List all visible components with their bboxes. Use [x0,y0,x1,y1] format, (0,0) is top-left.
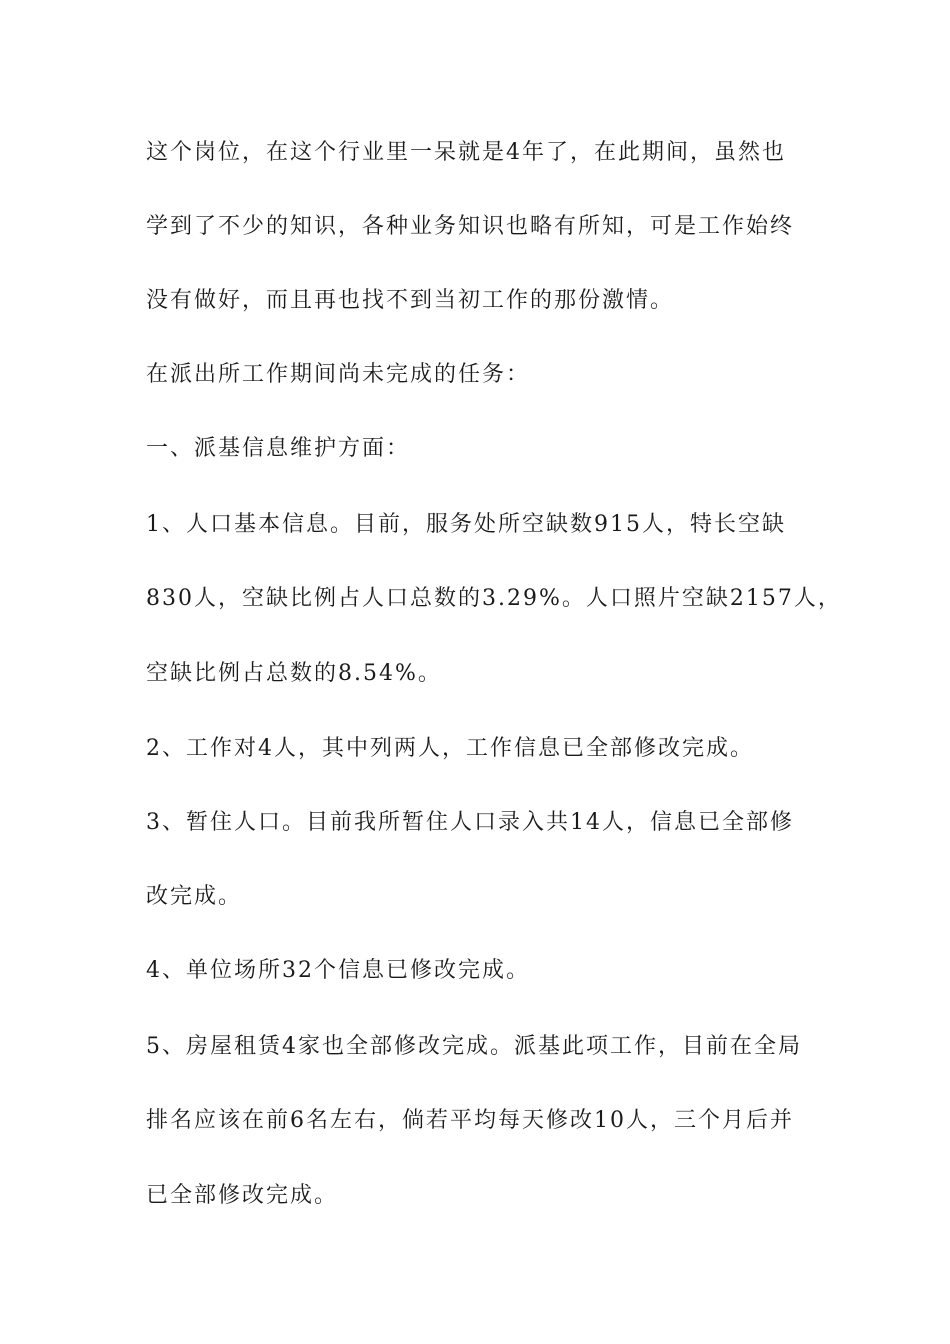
section-intro-line: 在派出所工作期间尚未完成的任务： [146,362,531,387]
section-heading: 一、派基信息维护方面： [146,436,411,461]
list-item-5-line: 排名应该在前6名左右，倘若平均每天修改10人，三个月后并 [146,1108,794,1133]
list-item-2-line: 2、工作对4人，其中列两人，工作信息已全部修改完成。 [146,736,754,761]
list-item-3-line: 改完成。 [146,884,243,909]
list-item-5-line: 已全部修改完成。 [146,1183,339,1208]
body-text-line: 这个岗位，在这个行业里一呆就是4年了，在此期间，虽然也 [146,140,786,165]
list-item-3-line: 3、暂住人口。目前我所暂住人口录入共14人，信息已全部修 [146,810,794,835]
list-item-5-line: 5、房屋租赁4家也全部修改完成。派基此项工作，目前在全局 [146,1034,802,1059]
list-item-4-line: 4、单位场所32个信息已修改完成。 [146,958,530,983]
body-text-line: 没有做好，而且再也找不到当初工作的那份激情。 [146,288,675,313]
body-text-line: 学到了不少的知识，各种业务知识也略有所知，可是工作始终 [146,214,795,239]
list-item-1-line: 830人，空缺比例占人口总数的3.29%。人口照片空缺2157人， [146,586,842,611]
list-item-1-line: 空缺比例占总数的8.54%。 [146,661,442,686]
list-item-1-line: 1、人口基本信息。目前，服务处所空缺数915人，特长空缺 [146,512,786,537]
